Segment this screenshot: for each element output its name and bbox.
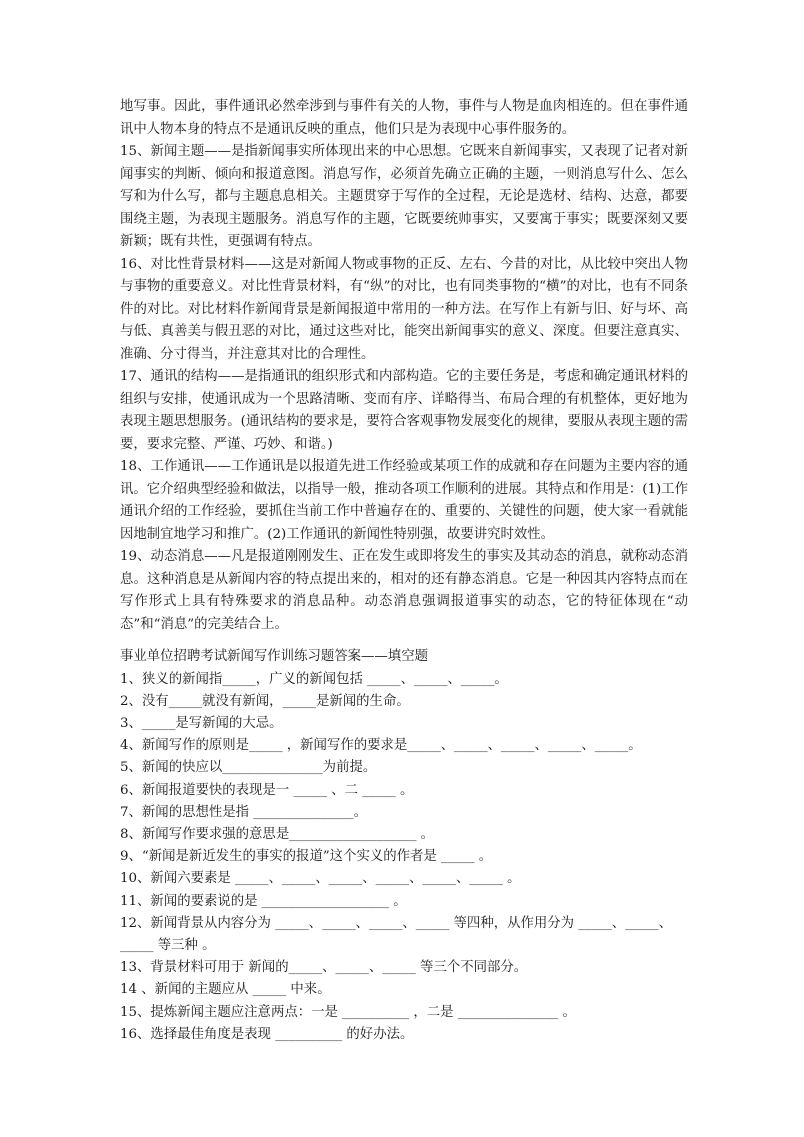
question-7: 7、新闻的思想性是指 _______________。	[120, 804, 368, 820]
question-4: 4、新闻写作的原则是_____ ，新闻写作的要求是_____、_____、_____、_____、_____。	[120, 738, 642, 754]
question-1: 1、狭义的新闻指_____，广义的新闻包括 _____、_____、_____。	[120, 671, 508, 687]
question-6: 6、新闻报道要快的表现是一 _____ 、二 _____ 。	[120, 782, 414, 798]
section-title: 事业单位招聘考试新闻写作训练习题答案——填空题	[120, 649, 428, 664]
question-16: 16、选择最佳角度是表现 __________ 的好办法。	[120, 1026, 414, 1042]
question-9: 9、“新闻是新近发生的事实的报道”这个实义的作者是 _____ 。	[120, 849, 493, 865]
question-5: 5、新闻的快应以_______________为前提。	[120, 760, 377, 776]
fill-in-blank-section	[120, 646, 688, 1046]
question-11: 11、新闻的要素说的是 ___________________ 。	[120, 893, 407, 909]
question-3: 3、_____是写新闻的大忌。	[120, 715, 283, 731]
definitions-section	[120, 96, 688, 636]
paragraph-15-news-theme: 15、新闻主题——是指新闻事实所体现出来的中心思想。它既来自新闻事实，又表现了记者对新闻事实的判断、倾向和报道意图。消息写作，必须首先确立正确的主题，一则消息写什么、怎么写和为什么写，都与主题息息相关。主题贯穿于写作的全过程，无论是选材、结构、达意，都要围绕主题，为表现主题服务。消息写作的主题，它既要统帅事实，又要寓于事实；既要深刻又要新颖；既有共性，更强调有特点。	[120, 144, 688, 249]
paragraph-intro: 地写事。因此，事件通讯必然牵涉到与事件有关的人物，事件与人物是血肉相连的。但在事件通讯中人物本身的特点不是通讯反映的重点，他们只是为表现中心事件服务的。	[120, 99, 688, 137]
question-13: 13、背景材料可用于 新闻的_____、_____、_____ 等三个不同部分。	[120, 960, 528, 976]
question-2: 2、没有_____就没有新闻，_____是新闻的生命。	[120, 693, 410, 709]
question-8: 8、新闻写作要求强的意思是___________________ 。	[120, 826, 435, 842]
paragraph-18-work-correspondence: 18、工作通讯——工作通讯是以报道先进工作经验或某项工作的成就和存在问题为主要内容的通讯。它介绍典型经验和做法，以指导一般，推动各项工作顺利的进展。其特点和作用是：(1)工作通讯介绍的工作经验，要抓住当前工作中普遍存在的、重要的、关键性的问题，使大家一看就能因地制宜地学习和推广。(2)工作通讯的新闻性特别强，故要讲究时效性。	[120, 459, 688, 542]
question-15: 15、提炼新闻主题应注意两点：一是 __________ ，二是 _______________ 。	[120, 1004, 576, 1020]
question-10: 10、新闻六要素是 _____、_____、_____、_____、_____、_____ 。	[120, 871, 521, 887]
paragraph-17-correspondence-structure: 17、通讯的结构——是指通讯的组织形式和内部构造。它的主要任务是，考虑和确定通讯材料的组织与安排，使通讯成为一个思路清晰、变而有序、详略得当、布局合理的有机整体，更好地为表现主题思想服务。(通讯结构的要求是，要符合客观事物发展变化的规律，要服从表现主题的需要，要求完整、严谨、巧妙、和谐。)	[120, 369, 688, 452]
paragraph-16-contrast-background: 16、对比性背景材料——这是对新闻人物或事物的正反、左右、今昔的对比，从比较中突出人物与事物的重要意义。对比性背景材料，有“纵”的对比，也有同类事物的“横”的对比，也有不同条件的对比。对比材料作新闻背景是新闻报道中常用的一种方法。在写作上有新与旧、好与坏、高与低、真善美与假丑恶的对比，通过这些对比，能突出新闻事实的意义、深度。但要注意真实、准确、分寸得当，并注意其对比的合理性。	[120, 256, 688, 362]
question-14: 14 、新闻的主题应从 _____ 中来。	[120, 982, 331, 998]
question-12-continued: _____ 等三种 。	[120, 937, 216, 953]
question-12: 12、新闻背景从内容分为 _____、_____、_____、_____ 等四种，从作用分为 _____、_____、	[120, 915, 673, 931]
paragraph-19-dynamic-news: 19、动态消息——凡是报道刚刚发生、正在发生或即将发生的事实及其动态的消息，就称动态消息。这种消息是从新闻内容的特点提出来的，相对的还有静态消息。它是一种因其内容特点而在写作形式上具有特殊要求的消息品种。动态消息强调报道事实的动态，它的特征体现在“动态”和“消息”的完美结合上。	[120, 549, 688, 632]
